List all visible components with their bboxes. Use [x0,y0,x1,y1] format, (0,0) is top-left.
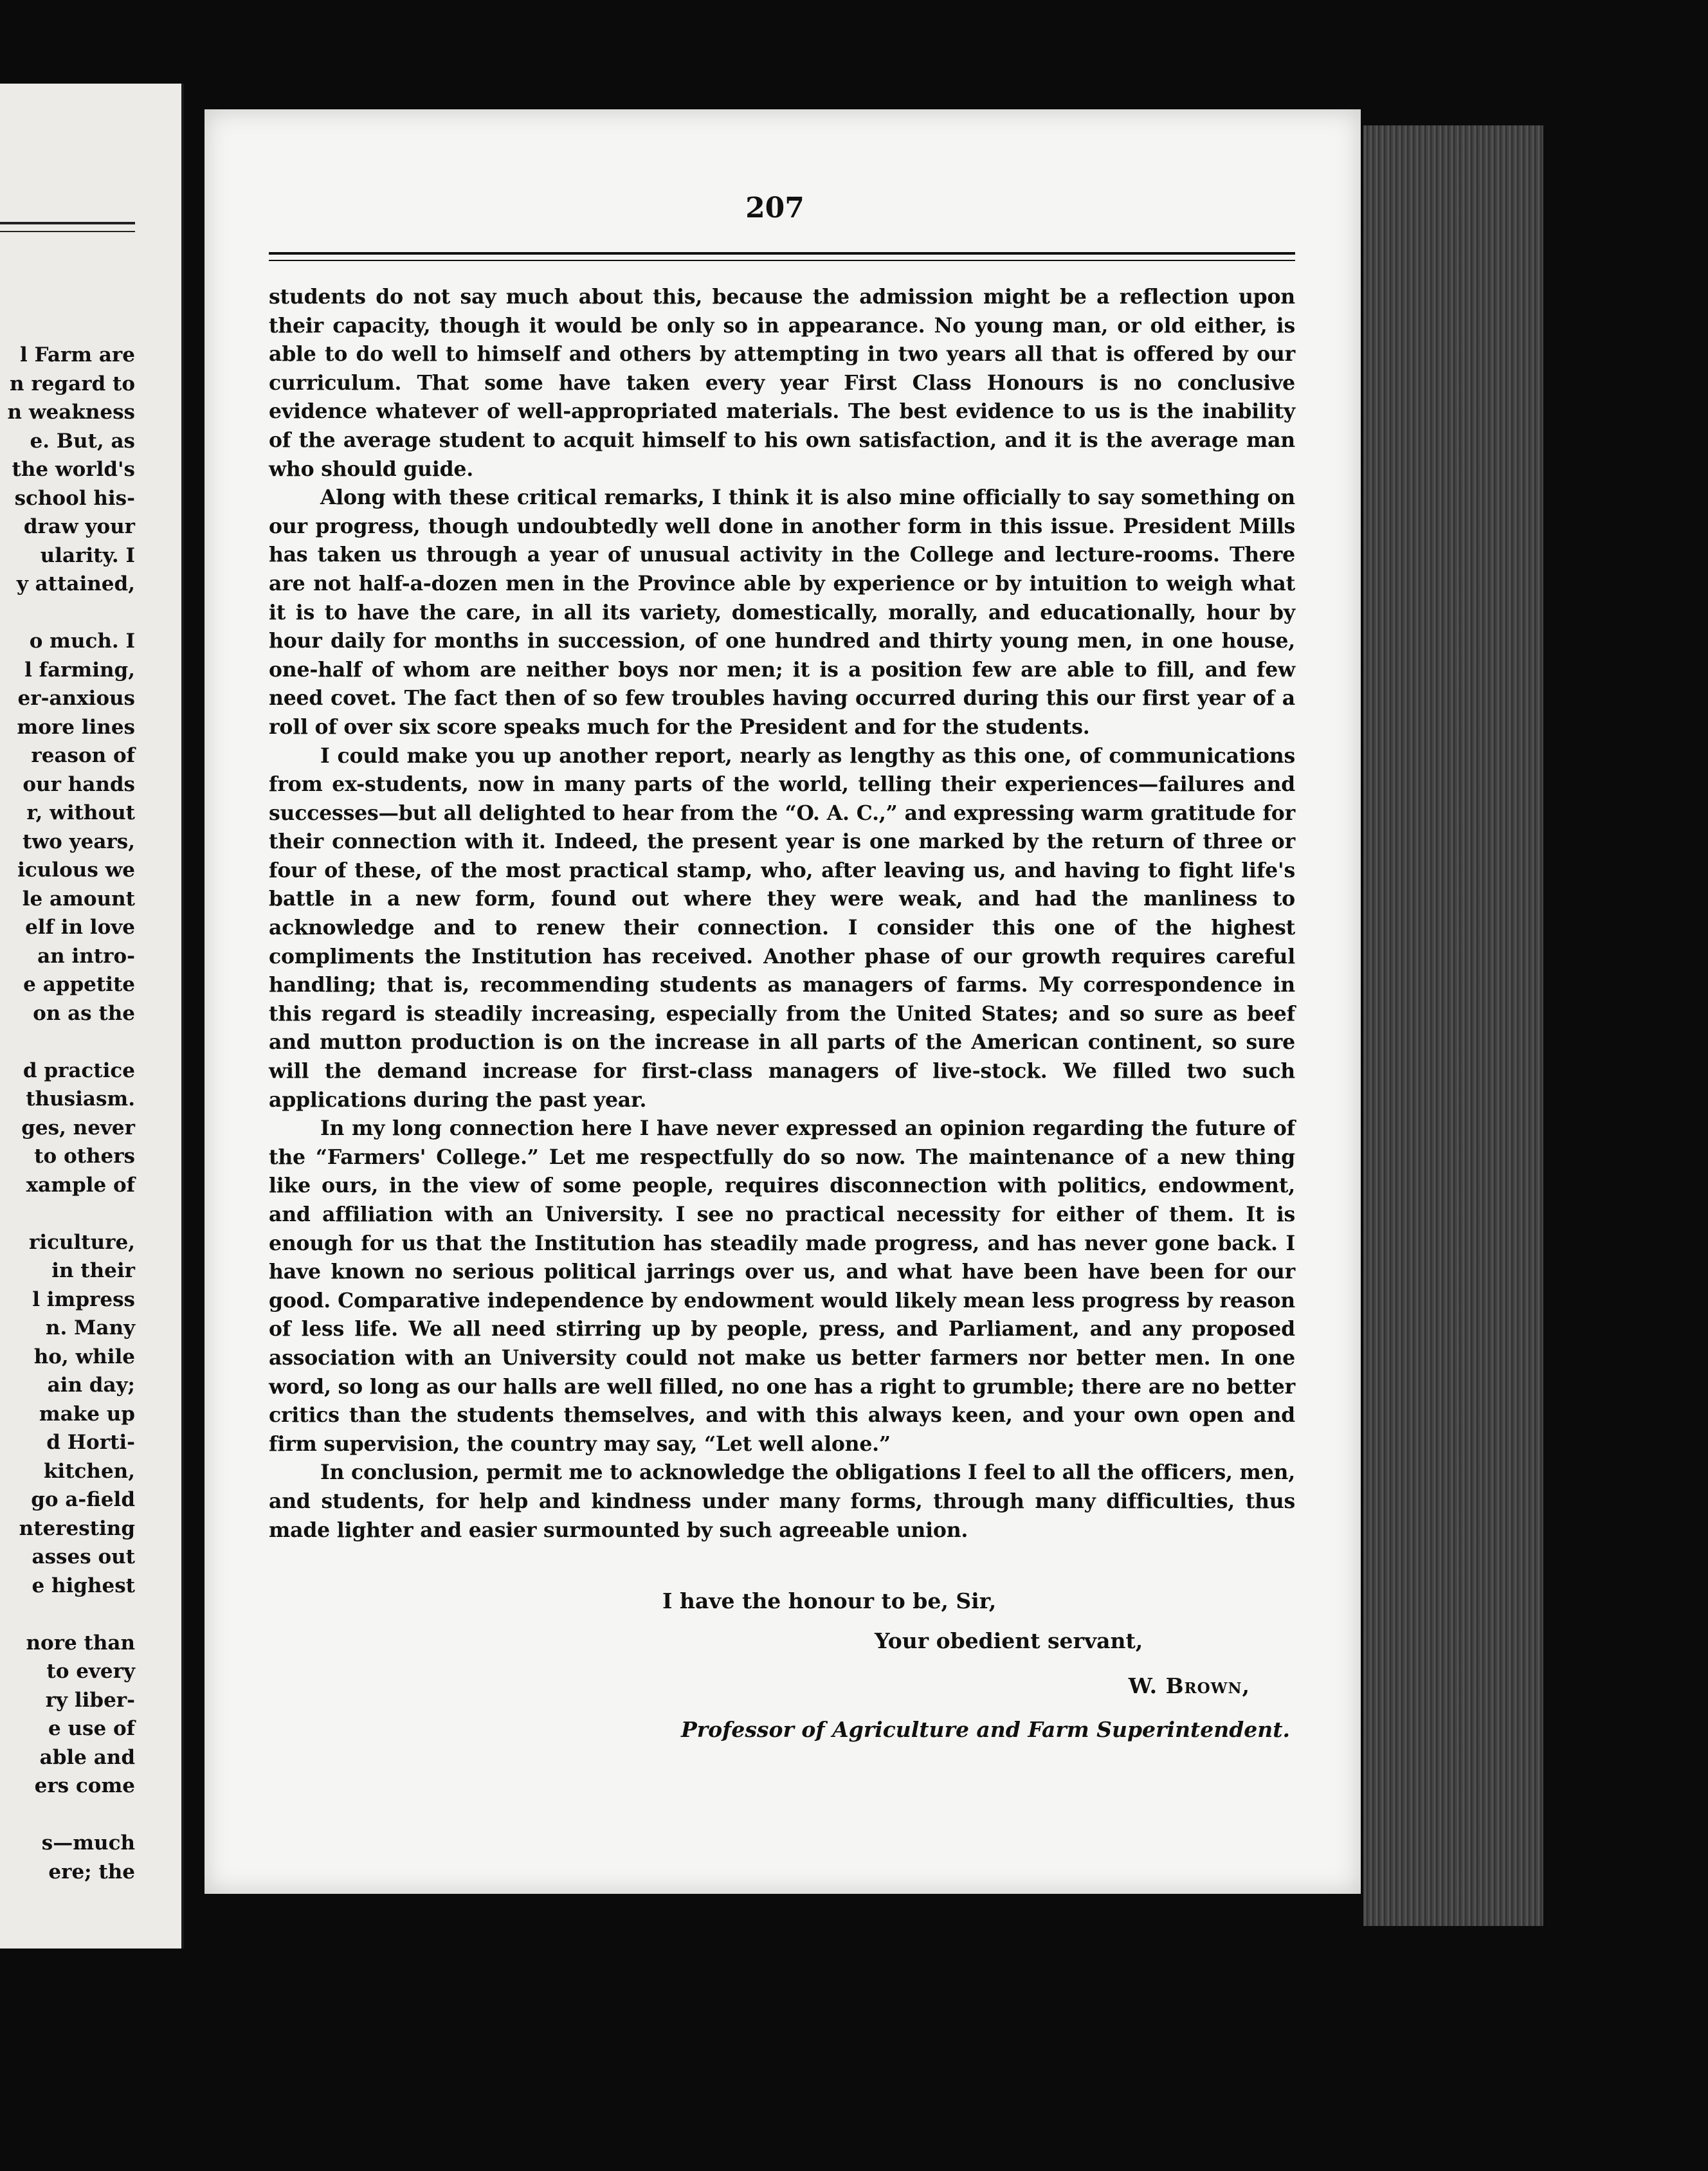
left-page-line: two years, [23,830,135,853]
left-page-line: ry liber- [45,1688,135,1712]
left-page-line: l Farm are [19,343,135,367]
left-page-line: nteresting [19,1516,135,1540]
left-page-line: draw your [23,515,135,538]
left-page-line: to every [46,1660,135,1683]
signer-title: Professor of Agriculture and Farm Superintendent. [680,1717,1290,1742]
left-page-text [0,341,135,1886]
header-rule [269,252,1295,261]
left-page-line: e appetite [23,973,135,996]
left-page-line [0,1600,135,1629]
left-page-line: d practice [23,1058,135,1082]
paragraph: In my long connection here I have never expressed an opinion regarding the future of the “Farmers' College.” Let me respectfully do so now. The maintenance of a new thing like ours, in the view of some people, requires disconnection with politics, endowment, and affiliation with an University. I see no practical necessity for either of them. It is enough for us that the Institution has steadily made progress, and has never gone back. I have known no serious political jarrings over us, and what have been have been for our good. Comparative independence by endowment would likely mean less progress by reason of less life. We all need stirring up by people, press, and Parliament, and any proposed association with an University could not make us better farmers nor better men. In one word, so long as our halls are well filled, no one has a right to grumble; there are no better critics than the students themselves, and with this always keen, and your own open and firm supervision, the country may say, “Let well alone.” [269,1116,1295,1456]
left-page-line: more lines [17,715,135,739]
left-page-line [0,1801,135,1830]
closing-salutation: I have the honour to be, Sir, [662,1588,997,1613]
body-text [269,283,1295,1545]
left-page-line: ers come [34,1774,135,1797]
left-page-line: s—much [41,1831,135,1855]
left-page-line: n weakness [7,401,135,424]
signer-name: W. Brown, [1128,1673,1250,1698]
left-page-line: reason of [31,744,135,767]
left-page [0,84,184,1948]
left-header-rule [0,222,135,232]
paragraph: students do not say much about this, because the admission might be a reflection upon their capacity, though it would be only so in appearance. No young man, or old either, is able to do well to himself and others by attempting in two years all that is offered by our curriculum. That some have taken every year First Class Honours is no conclusive evidence whatever of well-appropriated materials. The best evidence to us is the inability of the average student to acquit himself to his own satisfaction, and it is the average man who should guide. [269,285,1295,481]
left-page-line [0,1028,135,1057]
paragraph: I could make you up another report, nearly as lengthy as this one, of communications from ex-students, now in many parts of the world, telling their experiences—failures and successes—but all delighted to hear from the “O. A. C.,” and expressing warm gratitude for their connection with it. Indeed, the present year is one marked by the return of three or four of these, of the most practical stamp, who, after leaving us, and having to fight life's battle in a new form, found out where they were weak, and had the manliness to acknowledge and to renew their connection. I consider this one of the highest compliments the Institution has received. Another phase of our growth requires careful handling; that is, recommending students as managers of farms. My correspondence in this regard is steadily increasing, especially from the United States; and so sure as beef and mutton production is on the increase in all parts of the American continent, so sure will the demand increase for first-class managers of live-stock. We filled two such applications during the past year. [269,743,1295,1112]
left-page-line: able and [39,1745,135,1769]
left-page-line: thusiasm. [26,1087,135,1111]
left-page-line: e. But, as [30,429,135,453]
left-page-line: nore than [26,1631,135,1655]
left-page-line: our hands [23,772,135,796]
left-page-line: ularity. I [40,543,135,567]
left-page-line: r, without [26,801,135,824]
left-page-line: elf in love [25,916,135,939]
left-page-line [0,599,135,628]
left-page-line: o much. I [29,630,135,653]
left-page-line: l farming, [24,658,135,682]
left-page-line: school his- [14,486,135,510]
left-page-line: d Horti- [46,1431,135,1454]
left-page-line [0,1199,135,1228]
page-edges [1363,125,1543,1926]
left-page-line: ges, never [21,1116,135,1140]
left-page-line: in their [51,1259,135,1282]
left-page-line: y attained, [16,572,135,595]
left-page-line: to others [34,1145,135,1168]
left-page-line: n regard to [10,372,135,395]
left-page-line: e use of [48,1717,135,1740]
left-page-line: riculture, [28,1230,135,1254]
left-page-line: ain day; [47,1374,135,1397]
left-page-line: xample of [26,1173,135,1197]
paragraph: In conclusion, permit me to acknowledge the obligations I feel to all the officers, men, and students, for help and kindness under many forms, through many difficulties, thus made lighter and easier surmounted by such agreeable union. [269,1460,1295,1542]
closing-servant: Your obedient servant, [875,1628,1143,1653]
left-page-line: the world's [12,458,135,481]
left-page-line: l impress [32,1287,135,1311]
left-page-line: on as the [33,1001,135,1025]
left-page-line: le amount [22,887,135,911]
left-page-line: an intro- [37,944,135,968]
left-page-line: ho, while [33,1345,135,1368]
left-page-line: er-anxious [17,687,135,710]
left-page-line: make up [39,1402,135,1426]
paragraph: Along with these critical remarks, I think it is also mine officially to say something on our progress, though undoubtedly well done in another form in this issue. President Mills has taken us through a year of unusual activity in the College and lecture-rooms. There are not half-a-dozen men in the Province able by experience or by intuition to weigh what it is to have the care, in all its variety, domestically, morally, and educationally, hour by hour daily for months in succession, of one hundred and thirty young men, in one house, one-half of whom are neither boys nor men; it is a position few are able to fill, and few need covet. The fact then of so few troubles having occurred during this our first year of a roll of over six score speaks much for the President and for the students. [269,486,1295,739]
left-page-line: e highest [32,1574,135,1597]
left-page-line: ere; the [48,1860,135,1884]
left-page-line: iculous we [17,858,135,882]
left-page-line: kitchen, [43,1459,135,1483]
left-page-line: go a-field [31,1488,135,1511]
left-page-line: n. Many [45,1316,135,1340]
page-number: 207 [745,192,804,224]
left-page-line: asses out [32,1545,135,1568]
